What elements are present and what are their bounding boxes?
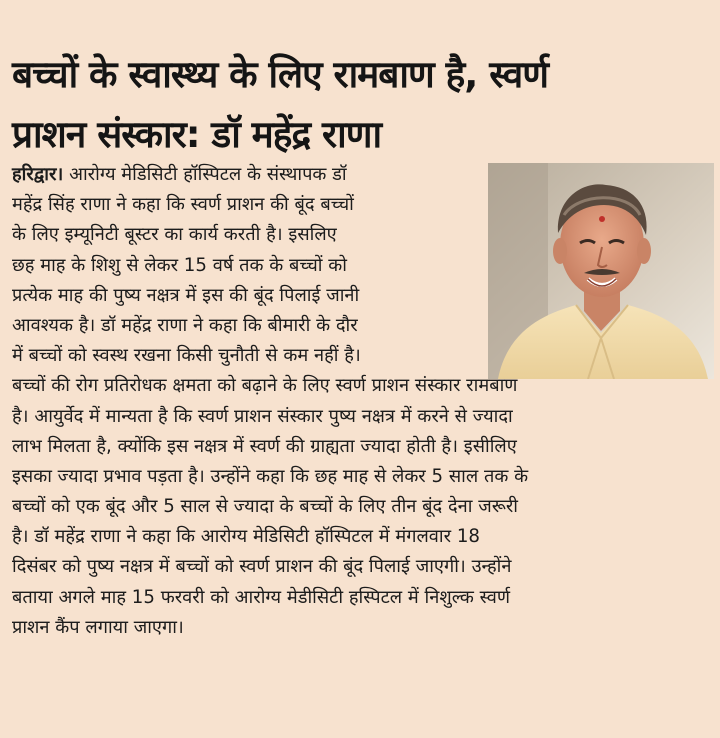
article-headline bbox=[12, 45, 702, 165]
headline-line-1: बच्चों के स्वास्थ्य के लिए रामबाण है, स्वर्ण bbox=[12, 52, 548, 96]
body-line-7: में बच्चों को स्वस्थ रखना किसी चुनौती से कम नहीं है। bbox=[12, 345, 361, 367]
body-line-16: प्राशन कैंप लगाया जाएगा। bbox=[12, 616, 184, 638]
dateline: हरिद्वार। bbox=[12, 164, 64, 185]
body-line-12: बच्चों को एक बूंद और 5 साल से ज्यादा के बच्चों के लिए तीन बूंद देना जरूरी bbox=[12, 496, 519, 518]
body-line-2: महेंद्र सिंह राणा ने कहा कि स्वर्ण प्राशन की बूंद बच्चों bbox=[12, 194, 354, 216]
body-line-9: है। आयुर्वेद में मान्यता है कि स्वर्ण प्राशन संस्कार पुष्य नक्षत्र में करने से ज्यादा bbox=[12, 405, 513, 427]
body-line-1 bbox=[12, 160, 712, 190]
body-line-3: के लिए इम्यूनिटी बूस्टर का कार्य करती है। इसलिए bbox=[12, 224, 337, 246]
article-body bbox=[12, 160, 712, 643]
body-line-5: प्रत्येक माह की पुष्य नक्षत्र में इस की बूंद पिलाई जानी bbox=[12, 284, 360, 306]
body-line-10: लाभ मिलता है, क्योंकि इस नक्षत्र में स्वर्ण की ग्राह्यता ज्यादा होती है। इसीलिए bbox=[12, 435, 517, 457]
body-line-13: है। डॉ महेंद्र राणा ने कहा कि आरोग्य मेडिसिटी हॉस्पिटल में मंगलवार 18 bbox=[12, 526, 480, 548]
body-line-text: आरोग्य मेडिसिटी हॉस्पिटल के संस्थापक डॉ bbox=[63, 164, 347, 185]
body-line-4: छह माह के शिशु से लेकर 15 वर्ष तक के बच्चों को bbox=[12, 254, 347, 276]
body-line-8: बच्चों की रोग प्रतिरोधक क्षमता को बढ़ाने के लिए स्वर्ण प्राशन संस्कार रामबाण bbox=[12, 375, 518, 397]
body-line-15: बताया अगले माह 15 फरवरी को आरोग्य मेडीसिटी हस्पिटल में निशुल्क स्वर्ण bbox=[12, 586, 510, 608]
body-line-14: दिसंबर को पुष्य नक्षत्र में बच्चों को स्वर्ण प्राशन की बूंद पिलाई जाएगी। उन्होंने bbox=[12, 556, 512, 578]
headline-line-2: प्राशन संस्कार: डॉ महेंद्र राणा bbox=[12, 112, 382, 156]
body-line-11: इसका ज्यादा प्रभाव पड़ता है। उन्होंने कहा कि छह माह से लेकर 5 साल तक के bbox=[12, 465, 529, 487]
body-line-6: आवश्यक है। डॉ महेंद्र राणा ने कहा कि बीमारी के दौर bbox=[12, 314, 358, 336]
